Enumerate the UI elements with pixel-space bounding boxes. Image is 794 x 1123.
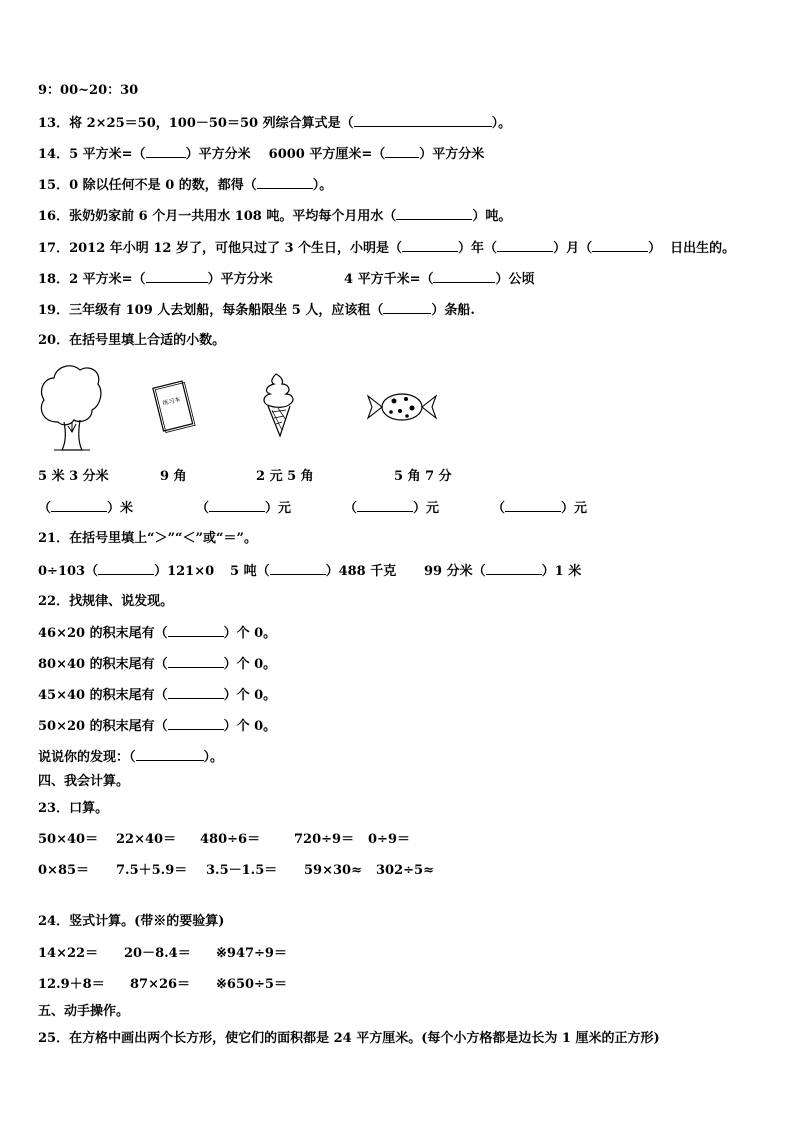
- answer-blank[interactable]: [98, 562, 154, 575]
- notebook-picture: [148, 378, 198, 436]
- calc-item: 302÷5≈: [376, 863, 434, 878]
- question-15: 15．0 除以任何不是 0 的数，都得（ ）。: [38, 178, 333, 193]
- notebook-label: 练习本: [162, 396, 182, 408]
- answer-blank[interactable]: [168, 686, 224, 699]
- vertical-calc-item: 87×26＝: [130, 977, 191, 992]
- question-24-title: 24．竖式计算。(带※的要验算): [38, 914, 225, 929]
- answer-blank[interactable]: [383, 301, 431, 314]
- question-20-title: 20．在括号里填上合适的小数。: [38, 333, 226, 348]
- question-18-part-b: 4 平方千米=（ ）公顷: [344, 272, 535, 287]
- q20-label-2: 9 角: [160, 469, 187, 484]
- q20-label-4: 5 角 7 分: [394, 469, 452, 484]
- answer-blank[interactable]: [486, 562, 542, 575]
- answer-blank[interactable]: [505, 499, 561, 512]
- answer-blank[interactable]: [168, 624, 224, 637]
- answer-blank[interactable]: [146, 145, 186, 158]
- answer-blank[interactable]: [168, 717, 224, 730]
- question-22-title: 22．找规律、说发现。: [38, 594, 174, 609]
- answer-blank[interactable]: [168, 655, 224, 668]
- q20-answer-3: （ ）元: [344, 501, 440, 516]
- answer-blank[interactable]: [402, 239, 458, 252]
- answer-blank[interactable]: [209, 499, 265, 512]
- calc-item: 480÷6＝: [200, 832, 261, 847]
- calc-item: 0÷9＝: [368, 832, 410, 847]
- q21-item-3: 99 分米（ ）1 米: [424, 564, 582, 579]
- calc-item: 720÷9＝: [294, 832, 355, 847]
- tree-picture: [38, 362, 104, 454]
- q20-label-3: 2 元 5 角: [256, 469, 314, 484]
- q22-row-3: 45×40 的积末尾有（ ）个 0。: [38, 688, 277, 703]
- calc-item: 59×30≈: [304, 863, 362, 878]
- calc-item: 0×85＝: [38, 863, 90, 878]
- answer-blank[interactable]: [270, 562, 326, 575]
- question-19: 19．三年级有 109 人去划船，每条船限坐 5 人，应该租（ ）条船.: [38, 303, 475, 318]
- answer-blank[interactable]: [433, 270, 495, 283]
- question-21-title: 21．在括号里填上“＞”“＜”或“＝”。: [38, 531, 257, 546]
- q22-row-1: 46×20 的积末尾有（ ）个 0。: [38, 626, 277, 641]
- question-18: 18．2 平方米=（ ）平方分米: [38, 272, 273, 287]
- vertical-calc-item: 20－8.4＝: [124, 946, 191, 961]
- answer-blank[interactable]: [497, 239, 553, 252]
- question-13: 13．将 2×25＝50，100－50＝50 列综合算式是（ ）。: [38, 116, 512, 131]
- vertical-calc-item: 12.9＋8＝: [38, 977, 105, 992]
- calc-item: 7.5＋5.9＝: [116, 863, 188, 878]
- calc-item: 22×40＝: [116, 832, 177, 847]
- question-14: 14．5 平方米=（ ）平方分米 6000 平方厘米=（ ）平方分米: [38, 147, 485, 162]
- question-25: 25．在方格中画出两个长方形，使它们的面积都是 24 平方厘米。(每个小方格都是边长为 1 厘米的正方形): [38, 1031, 660, 1046]
- question-17: 17．2012 年小明 12 岁了，可他只过了 3 个生日，小明是（ ）年（ ）月（ ） 日出生的。: [38, 241, 736, 256]
- q20-label-1: 5 米 3 分米: [38, 469, 109, 484]
- section-4-heading: 四、我会计算。: [38, 774, 130, 789]
- vertical-calc-item: ※650÷5＝: [216, 977, 287, 992]
- question-16: 16．张奶奶家前 6 个月一共用水 108 吨。平均每个月用水（ ）吨。: [38, 209, 512, 224]
- answer-blank[interactable]: [385, 145, 419, 158]
- answer-blank[interactable]: [136, 748, 204, 761]
- calc-item: 3.5－1.5＝: [206, 863, 278, 878]
- answer-blank[interactable]: [51, 499, 107, 512]
- calc-item: 50×40＝: [38, 832, 99, 847]
- ice-cream-picture: [258, 372, 298, 440]
- q20-answer-4: （ ）元: [492, 501, 588, 516]
- answer-blank[interactable]: [354, 114, 492, 127]
- answer-blank[interactable]: [146, 270, 208, 283]
- answer-blank[interactable]: [396, 207, 472, 220]
- q20-answer-2: （ ）元: [196, 501, 292, 516]
- answer-blank[interactable]: [257, 176, 313, 189]
- time-line: 9：00~20：30: [38, 83, 139, 98]
- answer-blank[interactable]: [357, 499, 413, 512]
- candy-picture: [364, 390, 440, 424]
- q22-row-4: 50×20 的积末尾有（ ）个 0。: [38, 719, 277, 734]
- q22-row-2: 80×40 的积末尾有（ ）个 0。: [38, 657, 277, 672]
- vertical-calc-item: 14×22＝: [38, 946, 99, 961]
- q21-item-1: 0÷103（ ）121×0: [38, 564, 215, 579]
- q22-finding: 说说你的发现：（ ）。: [38, 750, 224, 765]
- section-5-heading: 五、动手操作。: [38, 1004, 130, 1019]
- vertical-calc-item: ※947÷9＝: [216, 946, 287, 961]
- answer-blank[interactable]: [592, 239, 648, 252]
- q20-answer-1: （ ）米: [38, 501, 134, 516]
- question-23-title: 23．口算。: [38, 801, 109, 816]
- q21-item-2: 5 吨（ ）488 千克: [230, 564, 397, 579]
